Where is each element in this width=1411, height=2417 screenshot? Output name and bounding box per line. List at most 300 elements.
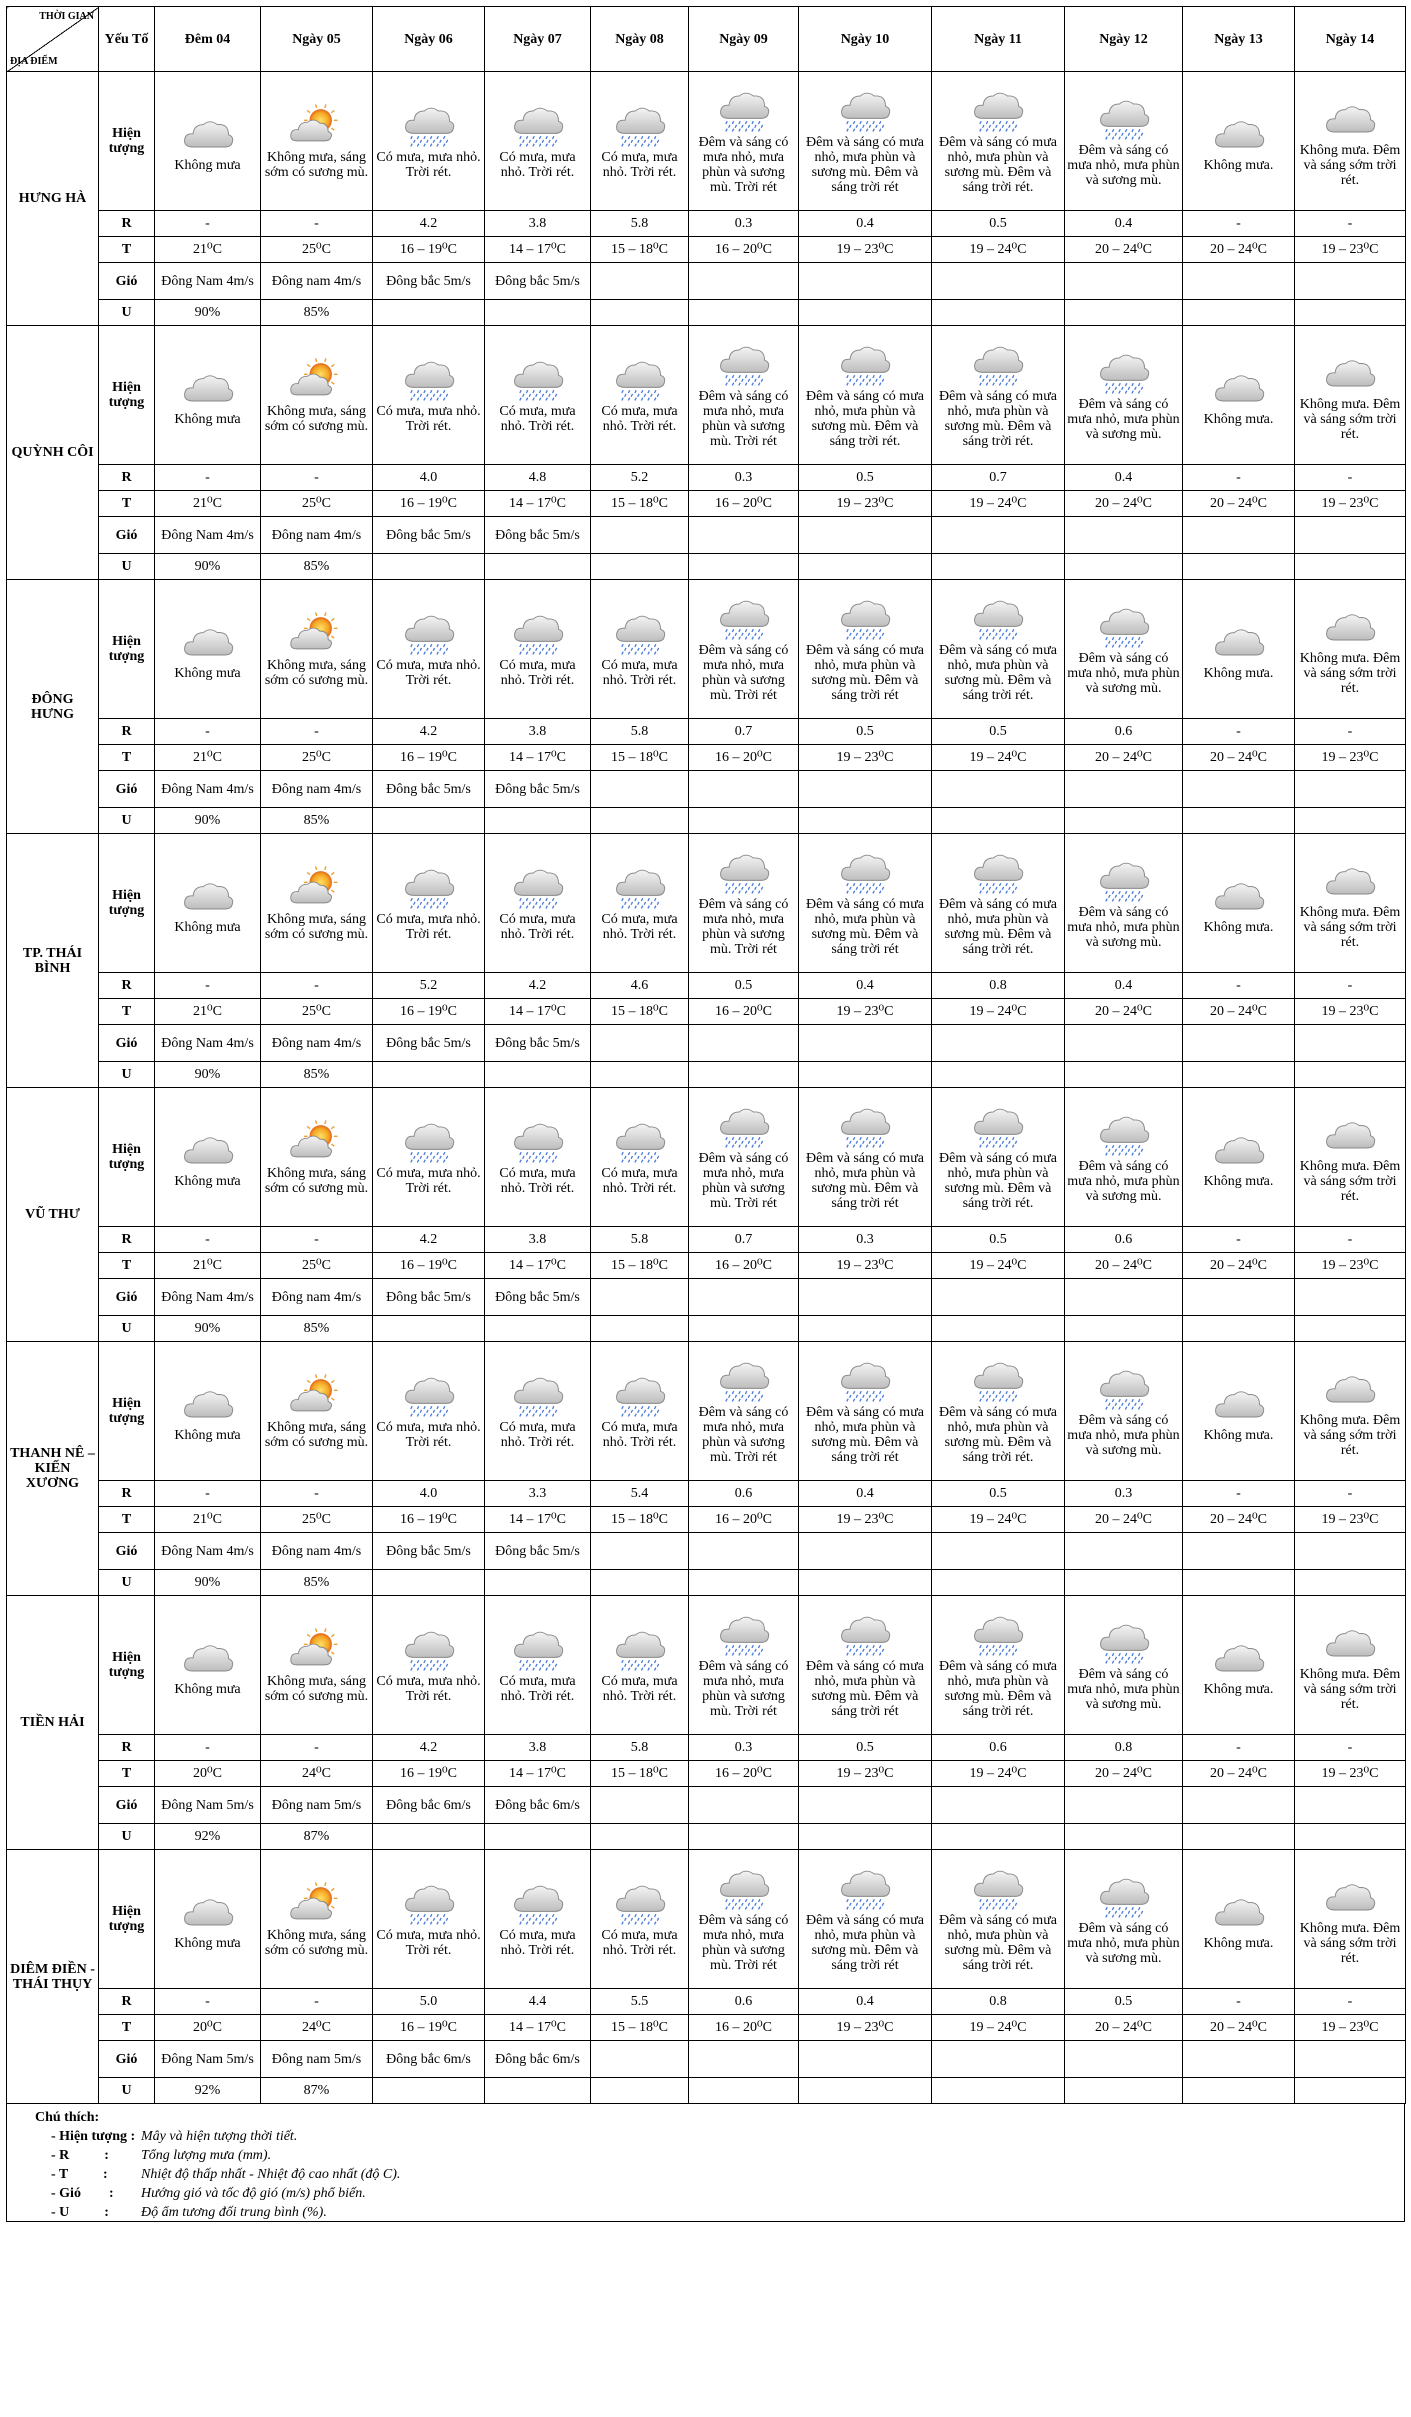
wind-cell: Đông Nam 4m/s <box>155 263 261 300</box>
rain-cell: - <box>261 973 373 999</box>
rain-cloud-icon <box>510 356 566 402</box>
phenomenon-text: Đêm và sáng có mưa nhỏ, mưa phùn và sương mù. Đêm và sáng trời rét. <box>939 1659 1057 1719</box>
wind-cell: Đông bắc 5m/s <box>373 263 485 300</box>
element-label-humidity: U <box>99 1824 155 1850</box>
phenomenon-cell <box>485 1596 591 1735</box>
temperature-cell: 15 – 18⁰C <box>591 491 689 517</box>
rain-cell: 3.8 <box>485 1227 591 1253</box>
location-row-temperature <box>7 1253 1406 1279</box>
rain-cell: 0.5 <box>799 1735 932 1761</box>
phenomenon-text: Có mưa, mưa nhỏ. Trời rét. <box>499 404 576 434</box>
phenomenon-cell <box>689 1596 799 1735</box>
temperature-cell: 15 – 18⁰C <box>591 2015 689 2041</box>
humidity-cell <box>1065 808 1183 834</box>
rain-cell: 0.4 <box>1065 465 1183 491</box>
temperature-cell: 16 – 19⁰C <box>373 1761 485 1787</box>
rain-cell: - <box>1295 719 1406 745</box>
note-line <box>35 2184 1404 2203</box>
phenomenon-cell <box>485 1088 591 1227</box>
humidity-cell <box>591 1316 689 1342</box>
wind-cell <box>591 1533 689 1570</box>
humidity-cell <box>932 1316 1065 1342</box>
wind-cell: Đông bắc 5m/s <box>485 263 591 300</box>
phenomenon-text: Không mưa. Đêm và sáng sớm trời rét. <box>1299 1412 1401 1458</box>
element-label-humidity: U <box>99 300 155 326</box>
temperature-cell: 20⁰C <box>155 2015 261 2041</box>
temperature-cell: 19 – 24⁰C <box>932 491 1065 517</box>
rain-cell: - <box>261 211 373 237</box>
wind-cell <box>689 1787 799 1824</box>
rain-cell: 0.5 <box>689 973 799 999</box>
rain-cell: - <box>155 1481 261 1507</box>
rain-cloud-icon <box>510 864 566 910</box>
cloud-icon <box>1322 349 1378 395</box>
temperature-cell: 19 – 23⁰C <box>1295 237 1406 263</box>
wind-cell <box>1183 1025 1295 1062</box>
phenomenon-text: Có mưa, mưa nhỏ. Trời rét. <box>376 150 481 180</box>
day-header: Ngày 08 <box>591 7 689 72</box>
phenomenon-cell <box>261 1088 373 1227</box>
rain-cloud-icon <box>837 341 893 387</box>
phenomenon-cell <box>1065 834 1183 973</box>
humidity-cell <box>1065 1062 1183 1088</box>
humidity-cell <box>485 808 591 834</box>
temperature-cell: 19 – 23⁰C <box>799 1761 932 1787</box>
location-row-phenomenon <box>7 1088 1406 1227</box>
temperature-cell: 14 – 17⁰C <box>485 237 591 263</box>
location-row-humidity <box>7 2078 1406 2104</box>
wind-cell <box>932 1025 1065 1062</box>
humidity-cell <box>799 1824 932 1850</box>
wind-cell <box>689 517 799 554</box>
temperature-cell: 25⁰C <box>261 237 373 263</box>
rain-cell: - <box>155 719 261 745</box>
rain-cloud-icon <box>401 1880 457 1926</box>
rain-cell: - <box>155 973 261 999</box>
rain-cloud-icon <box>612 610 668 656</box>
location-row-phenomenon <box>7 326 1406 465</box>
temperature-cell: 25⁰C <box>261 1507 373 1533</box>
wind-cell: Đông bắc 5m/s <box>485 517 591 554</box>
day-header: Ngày 11 <box>932 7 1065 72</box>
wind-cell <box>1295 263 1406 300</box>
rain-cell: 0.5 <box>932 1481 1065 1507</box>
phenomenon-cell <box>1065 580 1183 719</box>
rain-cloud-icon <box>716 1865 772 1911</box>
cloud-icon <box>1322 1111 1378 1157</box>
note-line <box>35 2165 1404 2184</box>
rain-cloud-icon <box>612 1118 668 1164</box>
temperature-cell: 19 – 24⁰C <box>932 237 1065 263</box>
note-key: - U : <box>51 2205 109 2220</box>
phenomenon-cell <box>485 580 591 719</box>
rain-cloud-icon <box>401 610 457 656</box>
phenomenon-cell <box>591 1850 689 1989</box>
rain-cloud-icon <box>1096 1873 1152 1919</box>
rain-cell: - <box>261 1227 373 1253</box>
phenomenon-cell <box>591 1342 689 1481</box>
humidity-cell <box>591 2078 689 2104</box>
wind-cell <box>1295 517 1406 554</box>
day-header: Ngày 13 <box>1183 7 1295 72</box>
day-header: Ngày 06 <box>373 7 485 72</box>
temperature-cell: 15 – 18⁰C <box>591 745 689 771</box>
rain-cell: 0.3 <box>689 211 799 237</box>
rain-cloud-icon <box>401 1626 457 1672</box>
phenomenon-cell <box>155 1088 261 1227</box>
phenomenon-text: Đêm và sáng có mưa nhỏ, mưa phùn và sương mù. Đêm và sáng trời rét. <box>939 1151 1057 1211</box>
phenomenon-text: Không mưa <box>174 157 241 173</box>
temperature-cell: 16 – 19⁰C <box>373 1507 485 1533</box>
phenomenon-cell <box>689 834 799 973</box>
location-row-temperature <box>7 491 1406 517</box>
phenomenon-text: Không mưa <box>174 1427 241 1443</box>
temperature-cell: 14 – 17⁰C <box>485 491 591 517</box>
wind-cell <box>689 263 799 300</box>
phenomenon-cell <box>155 72 261 211</box>
wind-cell: Đông bắc 5m/s <box>373 1025 485 1062</box>
rain-cell: 0.6 <box>1065 719 1183 745</box>
rain-cell: 0.7 <box>932 465 1065 491</box>
phenomenon-text: Có mưa, mưa nhỏ. Trời rét. <box>499 1166 576 1196</box>
phenomenon-text: Không mưa. <box>1203 665 1274 681</box>
wind-cell <box>932 263 1065 300</box>
element-label-temperature: T <box>99 491 155 517</box>
humidity-cell <box>1183 1062 1295 1088</box>
humidity-cell <box>1183 300 1295 326</box>
phenomenon-cell <box>373 1088 485 1227</box>
rain-cell: 0.6 <box>1065 1227 1183 1253</box>
rain-cell: 5.8 <box>591 719 689 745</box>
temperature-cell: 16 – 19⁰C <box>373 999 485 1025</box>
rain-cell: 4.0 <box>373 1481 485 1507</box>
temperature-cell: 25⁰C <box>261 1253 373 1279</box>
humidity-cell <box>373 1824 485 1850</box>
rain-cell: - <box>1183 1735 1295 1761</box>
temperature-cell: 16 – 19⁰C <box>373 237 485 263</box>
humidity-cell <box>1183 808 1295 834</box>
temperature-cell: 19 – 24⁰C <box>932 2015 1065 2041</box>
phenomenon-cell <box>799 580 932 719</box>
phenomenon-text: Không mưa <box>174 1173 241 1189</box>
temperature-cell: 19 – 23⁰C <box>799 1253 932 1279</box>
humidity-cell: 90% <box>155 554 261 580</box>
element-label-temperature: T <box>99 1761 155 1787</box>
humidity-cell: 85% <box>261 300 373 326</box>
phenomenon-cell <box>689 580 799 719</box>
wind-cell <box>591 771 689 808</box>
humidity-cell <box>932 1570 1065 1596</box>
wind-cell: Đông bắc 5m/s <box>373 1533 485 1570</box>
rain-cell: - <box>1183 1989 1295 2015</box>
element-label-humidity: U <box>99 808 155 834</box>
phenomenon-text: Có mưa, mưa nhỏ. Trời rét. <box>376 912 481 942</box>
humidity-cell <box>1183 2078 1295 2104</box>
humidity-cell <box>1065 1824 1183 1850</box>
temperature-cell: 19 – 23⁰C <box>799 2015 932 2041</box>
location-row-wind <box>7 263 1406 300</box>
phenomenon-cell <box>932 72 1065 211</box>
temperature-cell: 16 – 20⁰C <box>689 745 799 771</box>
phenomenon-cell <box>261 1596 373 1735</box>
phenomenon-cell <box>485 326 591 465</box>
cloud-icon <box>180 1634 236 1680</box>
temperature-cell: 15 – 18⁰C <box>591 237 689 263</box>
phenomenon-text: Đêm và sáng có mưa nhỏ, mưa phùn và sương mù. Trời rét <box>698 1405 789 1465</box>
rain-cloud-icon <box>401 356 457 402</box>
temperature-cell: 14 – 17⁰C <box>485 1507 591 1533</box>
wind-cell <box>591 2041 689 2078</box>
phenomenon-cell <box>689 1088 799 1227</box>
humidity-cell <box>932 1824 1065 1850</box>
element-label-wind: Gió <box>99 1279 155 1316</box>
wind-cell: Đông bắc 6m/s <box>373 1787 485 1824</box>
wind-cell <box>1295 1279 1406 1316</box>
humidity-cell <box>689 1824 799 1850</box>
cloud-icon <box>1211 1888 1267 1934</box>
rain-cell: 0.3 <box>799 1227 932 1253</box>
humidity-cell <box>373 1062 485 1088</box>
temperature-cell: 16 – 20⁰C <box>689 1507 799 1533</box>
rain-cell: 0.3 <box>1065 1481 1183 1507</box>
rain-cell: - <box>1183 465 1295 491</box>
rain-cloud-icon <box>401 102 457 148</box>
rain-cell: - <box>1295 1227 1406 1253</box>
humidity-cell: 90% <box>155 1062 261 1088</box>
phenomenon-text: Có mưa, mưa nhỏ. Trời rét. <box>376 658 481 688</box>
phenomenon-cell <box>1065 1342 1183 1481</box>
phenomenon-cell <box>799 834 932 973</box>
cloud-icon <box>1211 1380 1267 1426</box>
phenomenon-cell <box>689 1342 799 1481</box>
cloud-icon <box>180 1380 236 1426</box>
wind-cell: Đông bắc 5m/s <box>373 771 485 808</box>
phenomenon-cell <box>155 834 261 973</box>
phenomenon-cell <box>373 1596 485 1735</box>
phenomenon-cell <box>689 326 799 465</box>
phenomenon-cell <box>1295 1088 1406 1227</box>
phenomenon-text: Có mưa, mưa nhỏ. Trời rét. <box>499 1420 576 1450</box>
wind-cell: Đông Nam 4m/s <box>155 1025 261 1062</box>
location-row-rain <box>7 1481 1406 1507</box>
phenomenon-text: Đêm và sáng có mưa nhỏ, mưa phùn và sương mù. <box>1067 650 1180 696</box>
phenomenon-text: Không mưa. Đêm và sáng sớm trời rét. <box>1299 1666 1401 1712</box>
humidity-cell <box>1295 2078 1406 2104</box>
humidity-cell <box>799 1570 932 1596</box>
humidity-cell <box>373 1570 485 1596</box>
rain-cloud-icon <box>1096 1111 1152 1157</box>
rain-cell: 5.2 <box>373 973 485 999</box>
phenomenon-cell <box>1295 1342 1406 1481</box>
rain-cloud-icon <box>837 1103 893 1149</box>
phenomenon-cell <box>1183 834 1295 973</box>
wind-cell <box>1065 1025 1183 1062</box>
phenomenon-text: Đêm và sáng có mưa nhỏ, mưa phùn và sương mù. Đêm và sáng trời rét. <box>939 389 1057 449</box>
element-label-rain: R <box>99 973 155 999</box>
header-row <box>7 7 1406 72</box>
wind-cell <box>1065 1279 1183 1316</box>
rain-cell: 5.4 <box>591 1481 689 1507</box>
rain-cloud-icon <box>970 1611 1026 1657</box>
phenomenon-cell <box>1295 834 1406 973</box>
humidity-cell <box>591 300 689 326</box>
humidity-cell <box>689 1570 799 1596</box>
phenomenon-cell <box>689 1850 799 1989</box>
rain-cell: 0.3 <box>689 1735 799 1761</box>
phenomenon-cell <box>1295 1596 1406 1735</box>
humidity-cell <box>1295 300 1406 326</box>
phenomenon-cell <box>591 72 689 211</box>
element-label-rain: R <box>99 465 155 491</box>
wind-cell <box>799 771 932 808</box>
phenomenon-cell <box>261 580 373 719</box>
wind-cell <box>1065 2041 1183 2078</box>
element-header: Yếu Tố <box>99 7 155 72</box>
humidity-cell <box>799 1062 932 1088</box>
rain-cell: 5.8 <box>591 1735 689 1761</box>
location-name: TP. THÁI BÌNH <box>7 834 99 1088</box>
wind-cell <box>591 1279 689 1316</box>
wind-cell: Đông bắc 5m/s <box>485 771 591 808</box>
location-row-wind <box>7 1533 1406 1570</box>
temperature-cell: 21⁰C <box>155 237 261 263</box>
temperature-cell: 20 – 24⁰C <box>1183 1761 1295 1787</box>
element-label-humidity: U <box>99 1062 155 1088</box>
location-row-humidity <box>7 1316 1406 1342</box>
phenomenon-text: Không mưa, sáng sớm có sương mù. <box>264 1928 369 1958</box>
wind-cell: Đông bắc 5m/s <box>373 1279 485 1316</box>
humidity-cell: 85% <box>261 1570 373 1596</box>
phenomenon-cell <box>485 72 591 211</box>
temperature-cell: 14 – 17⁰C <box>485 2015 591 2041</box>
temperature-cell: 21⁰C <box>155 999 261 1025</box>
wind-cell: Đông nam 4m/s <box>261 517 373 554</box>
rain-cloud-icon <box>612 864 668 910</box>
day-header: Ngày 09 <box>689 7 799 72</box>
phenomenon-text: Không mưa. Đêm và sáng sớm trời rét. <box>1299 142 1401 188</box>
wind-cell <box>1295 2041 1406 2078</box>
phenomenon-cell <box>591 1088 689 1227</box>
wind-cell: Đông bắc 6m/s <box>485 2041 591 2078</box>
temperature-cell: 16 – 19⁰C <box>373 1253 485 1279</box>
rain-cloud-icon <box>970 341 1026 387</box>
phenomenon-text: Đêm và sáng có mưa nhỏ, mưa phùn và sương mù. <box>1067 904 1180 950</box>
element-label-wind: Gió <box>99 1787 155 1824</box>
cloud-icon <box>180 1126 236 1172</box>
phenomenon-cell <box>373 834 485 973</box>
temperature-cell: 24⁰C <box>261 1761 373 1787</box>
humidity-cell: 90% <box>155 1316 261 1342</box>
temperature-cell: 16 – 20⁰C <box>689 491 799 517</box>
phenomenon-text: Đêm và sáng có mưa nhỏ, mưa phùn và sương mù. Đêm và sáng trời rét <box>806 1659 924 1719</box>
humidity-cell <box>1065 2078 1183 2104</box>
cloud-icon <box>1211 1634 1267 1680</box>
temperature-cell: 19 – 24⁰C <box>932 1253 1065 1279</box>
temperature-cell: 14 – 17⁰C <box>485 1253 591 1279</box>
rain-cloud-icon <box>970 595 1026 641</box>
element-label-temperature: T <box>99 1253 155 1279</box>
temperature-cell: 20 – 24⁰C <box>1183 745 1295 771</box>
phenomenon-text: Đêm và sáng có mưa nhỏ, mưa phùn và sương mù. Đêm và sáng trời rét <box>806 897 924 957</box>
location-row-rain <box>7 973 1406 999</box>
location-row-wind <box>7 1787 1406 1824</box>
element-label-rain: R <box>99 1989 155 2015</box>
element-label-phenomenon: Hiện tượng <box>99 1596 155 1735</box>
location-row-rain <box>7 1989 1406 2015</box>
cloud-icon <box>1322 603 1378 649</box>
phenomenon-cell <box>1295 580 1406 719</box>
element-label-wind: Gió <box>99 1025 155 1062</box>
humidity-cell <box>373 808 485 834</box>
rain-cloud-icon <box>970 1357 1026 1403</box>
wind-cell: Đông bắc 5m/s <box>485 1279 591 1316</box>
rain-cell: 0.4 <box>799 1989 932 2015</box>
phenomenon-cell <box>1065 1596 1183 1735</box>
location-row-temperature <box>7 999 1406 1025</box>
wind-cell <box>1183 1533 1295 1570</box>
element-label-wind: Gió <box>99 263 155 300</box>
rain-cloud-icon <box>716 1357 772 1403</box>
phenomenon-cell <box>155 326 261 465</box>
humidity-cell <box>1183 1316 1295 1342</box>
element-label-phenomenon: Hiện tượng <box>99 326 155 465</box>
phenomenon-text: Không mưa, sáng sớm có sương mù. <box>264 1420 369 1450</box>
phenomenon-text: Có mưa, mưa nhỏ. Trời rét. <box>499 1674 576 1704</box>
cloud-icon <box>180 618 236 664</box>
location-name: DIÊM ĐIỀN - THÁI THỤY <box>7 1850 99 2104</box>
rain-cloud-icon <box>1096 349 1152 395</box>
temperature-cell: 19 – 23⁰C <box>1295 1507 1406 1533</box>
temperature-cell: 19 – 23⁰C <box>799 237 932 263</box>
wind-cell <box>1183 517 1295 554</box>
rain-cloud-icon <box>837 849 893 895</box>
phenomenon-cell <box>261 1850 373 1989</box>
phenomenon-text: Có mưa, mưa nhỏ. Trời rét. <box>601 658 678 688</box>
wind-cell <box>689 1279 799 1316</box>
wind-cell <box>932 1787 1065 1824</box>
phenomenon-cell <box>1183 580 1295 719</box>
element-label-temperature: T <box>99 745 155 771</box>
phenomenon-text: Không mưa, sáng sớm có sương mù. <box>264 404 369 434</box>
phenomenon-text: Đêm và sáng có mưa nhỏ, mưa phùn và sương mù. Trời rét <box>698 1659 789 1719</box>
wind-cell <box>932 517 1065 554</box>
phenomenon-text: Có mưa, mưa nhỏ. Trời rét. <box>601 912 678 942</box>
location-row-wind <box>7 1279 1406 1316</box>
humidity-cell <box>689 2078 799 2104</box>
rain-cell: - <box>1183 1481 1295 1507</box>
rain-cloud-icon <box>970 849 1026 895</box>
phenomenon-text: Có mưa, mưa nhỏ. Trời rét. <box>376 1928 481 1958</box>
phenomenon-cell <box>932 1088 1065 1227</box>
phenomenon-cell <box>799 326 932 465</box>
temperature-cell: 15 – 18⁰C <box>591 999 689 1025</box>
humidity-cell: 92% <box>155 2078 261 2104</box>
cloud-icon <box>1211 1126 1267 1172</box>
location-row-humidity <box>7 1062 1406 1088</box>
rain-cell: 0.5 <box>932 1227 1065 1253</box>
wind-cell <box>1295 771 1406 808</box>
corner-location-label: ĐỊA ĐIỂM <box>10 56 58 67</box>
phenomenon-cell <box>799 1342 932 1481</box>
phenomenon-text: Đêm và sáng có mưa nhỏ, mưa phùn và sương mù. <box>1067 1920 1180 1966</box>
wind-cell <box>689 1025 799 1062</box>
sun-cloud-icon <box>289 1626 345 1672</box>
phenomenon-text: Đêm và sáng có mưa nhỏ, mưa phùn và sương mù. <box>1067 1412 1180 1458</box>
rain-cell: 3.8 <box>485 211 591 237</box>
phenomenon-cell <box>373 326 485 465</box>
rain-cloud-icon <box>612 1626 668 1672</box>
rain-cell: 0.6 <box>689 1481 799 1507</box>
